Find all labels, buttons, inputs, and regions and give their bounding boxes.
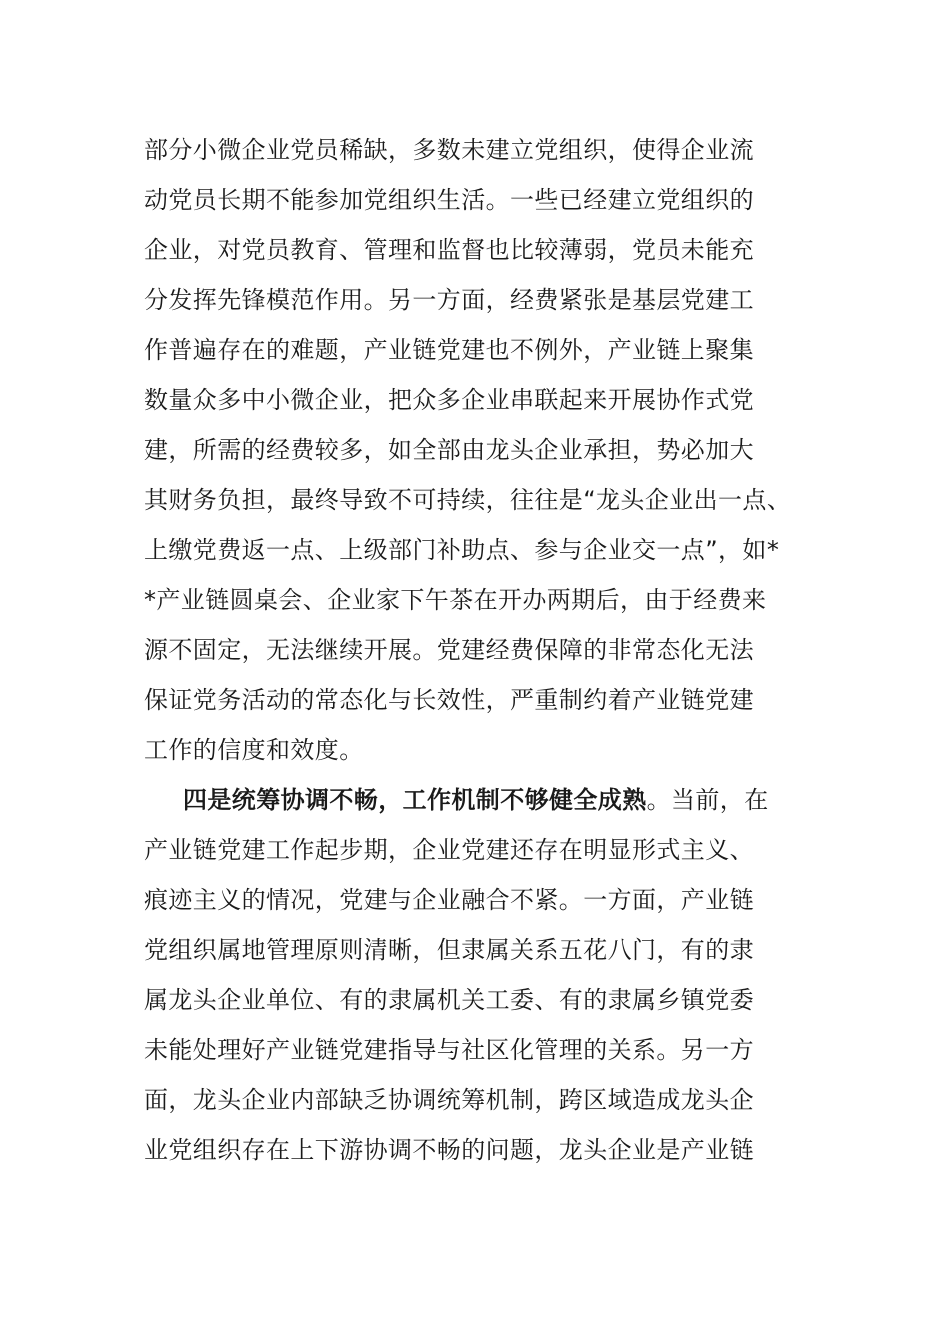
paragraph-2-first-line	[144, 775, 824, 825]
text-line: *产业链圆桌会、企业家下午茶在开办两期后，由于经费来	[144, 586, 767, 614]
text-line: 上缴党费返一点、上级部门补助点、参与企业交一点”，如*	[144, 536, 780, 564]
text-line: 源不固定，无法继续开展。党建经费保障的非常态化无法	[144, 636, 754, 664]
text-line: 产业链党建工作起步期，企业党建还存在明显形式主义、	[144, 836, 754, 864]
paragraph-1	[144, 125, 824, 775]
text-span: 。当前，在	[646, 786, 769, 814]
text-line: 痕迹主义的情况，党建与企业融合不紧。一方面，产业链	[144, 886, 754, 914]
text-line: 数量众多中小微企业，把众多企业串联起来开展协作式党	[144, 386, 754, 414]
text-line: 分发挥先锋模范作用。另一方面，经费紧张是基层党建工	[144, 286, 754, 314]
text-line: 未能处理好产业链党建指导与社区化管理的关系。另一方	[144, 1036, 754, 1064]
text-line: 作普遍存在的难题，产业链党建也不例外，产业链上聚集	[144, 336, 754, 364]
text-line: 部分小微企业党员稀缺，多数未建立党组织，使得企业流	[144, 136, 754, 164]
text-line: 工作的信度和效度。	[144, 736, 364, 764]
paragraph-2	[144, 775, 824, 1175]
text-line: 业党组织存在上下游协调不畅的问题，龙头企业是产业链	[144, 1136, 754, 1164]
body-text	[144, 125, 824, 1175]
text-line: 企业，对党员教育、管理和监督也比较薄弱，党员未能充	[144, 236, 754, 264]
text-line: 属龙头企业单位、有的隶属机关工委、有的隶属乡镇党委	[144, 986, 754, 1014]
text-line: 动党员长期不能参加党组织生活。一些已经建立党组织的	[144, 186, 754, 214]
text-line: 其财务负担，最终导致不可持续，往往是“龙头企业出一点、	[144, 486, 792, 514]
paragraph-heading: 四是统筹协调不畅，工作机制不够健全成熟	[183, 786, 647, 814]
text-line: 党组织属地管理原则清晰，但隶属关系五花八门，有的隶	[144, 936, 754, 964]
text-line: 建，所需的经费较多，如全部由龙头企业承担，势必加大	[144, 436, 754, 464]
text-line: 保证党务活动的常态化与长效性，严重制约着产业链党建	[144, 686, 754, 714]
text-line: 面，龙头企业内部缺乏协调统筹机制，跨区域造成龙头企	[144, 1086, 754, 1114]
